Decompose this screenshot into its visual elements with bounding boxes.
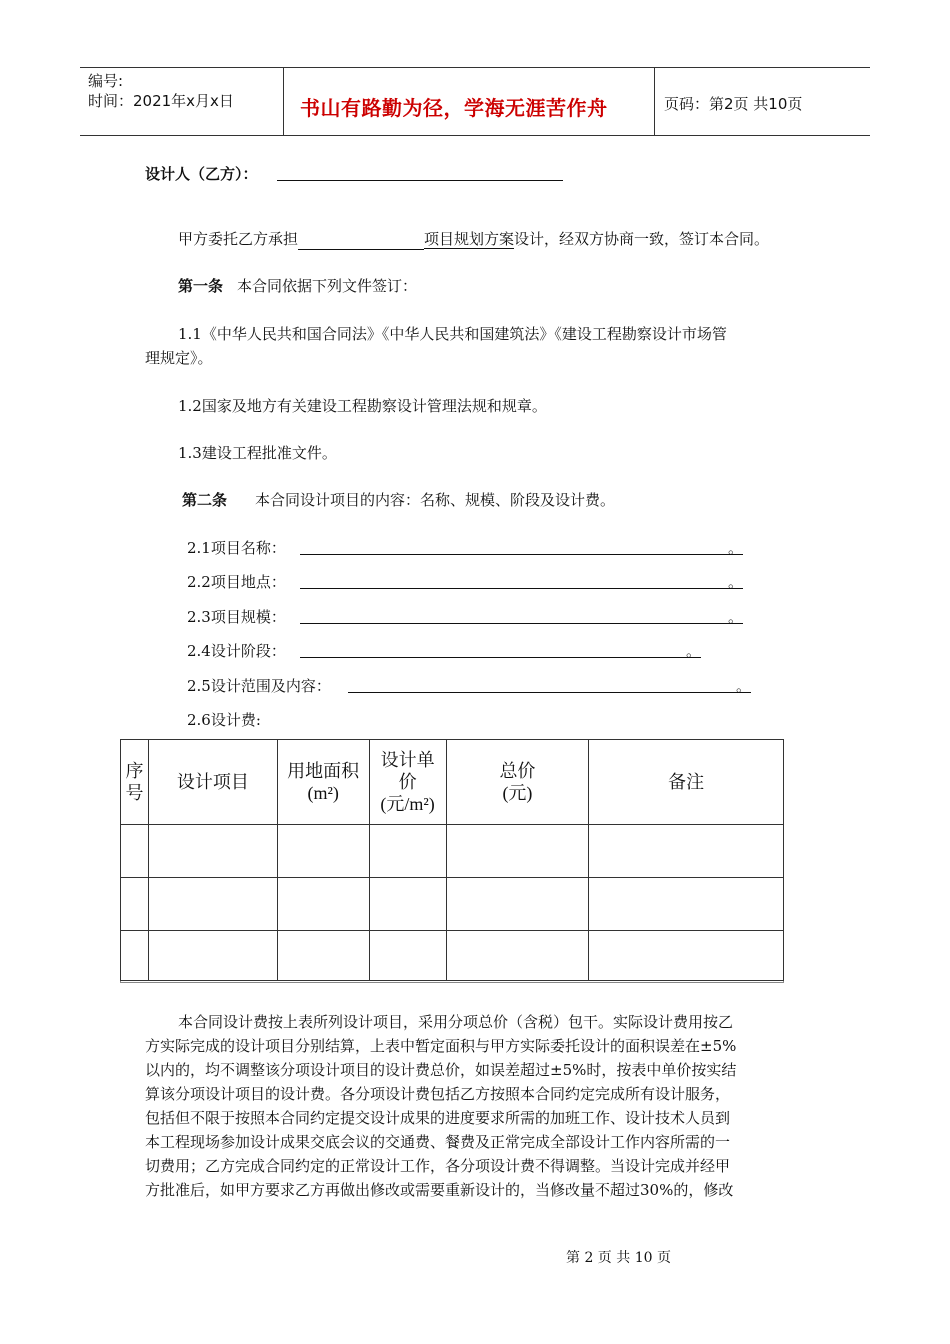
article1-item1-line2: 理规定》。 <box>145 349 213 367</box>
table-cell[interactable] <box>369 878 446 931</box>
designer-underline[interactable] <box>277 180 563 181</box>
header-total-price: 总价 (元) <box>446 740 589 825</box>
header-divider-right <box>654 67 655 136</box>
field-design-scope-label: 2.5设计范围及内容： <box>187 677 331 695</box>
table-cell[interactable] <box>369 931 446 981</box>
field-design-stage-input[interactable] <box>300 657 701 658</box>
header-top-rule <box>80 67 870 68</box>
header-unit-price: 设计单 价 (元/m²) <box>369 740 446 825</box>
table-row <box>121 931 784 981</box>
paragraph-line: 以内的，均不调整该分项设计项目的设计费总价，如误差超过±5%时，按表中单价按实结 <box>145 1061 737 1079</box>
field-project-name-input[interactable] <box>300 554 743 555</box>
design-fee-label: 2.6设计费: <box>187 711 261 729</box>
table-cell[interactable] <box>148 878 277 931</box>
table-row <box>121 878 784 931</box>
designer-label: 设计人（乙方）： <box>145 165 258 183</box>
article1-text: 本合同依据下列文件签订： <box>237 277 418 295</box>
table-cell[interactable] <box>589 931 784 981</box>
intro-blank[interactable] <box>298 233 424 250</box>
field-project-scale-end: 。 <box>728 608 744 626</box>
intro-suffix: 设计，经双方协商一致，签订本合同。 <box>514 230 770 248</box>
table-cell[interactable] <box>446 878 589 931</box>
field-project-scale-label: 2.3项目规模： <box>187 608 286 626</box>
table-row <box>121 825 784 878</box>
table-cell[interactable] <box>148 931 277 981</box>
serial-label: 编号: <box>88 72 124 90</box>
table-cell[interactable] <box>277 825 369 878</box>
article1-heading <box>178 276 417 296</box>
paragraph-line: 本工程现场参加设计成果交底会议的交通费、餐费及正常完成全部设计工作内容所需的一 <box>145 1133 731 1151</box>
field-project-location-end: 。 <box>728 573 744 591</box>
header-remark: 备注 <box>589 740 784 825</box>
header-bottom-rule <box>80 135 870 136</box>
table-cell[interactable] <box>121 931 149 981</box>
field-design-scope-end: 。 <box>736 677 752 695</box>
page-footer: 第 2 页 共 10 页 <box>566 1250 671 1266</box>
fee-terms-paragraph <box>145 1010 809 1202</box>
intro-prefix: 甲方委托乙方承担 <box>178 230 299 248</box>
article1-item1-line1: 1.1《中华人民共和国合同法》《中华人民共和国建筑法》《建设工程勘察设计市场管 <box>178 325 727 343</box>
table-cell[interactable] <box>277 931 369 981</box>
field-project-location-input[interactable] <box>300 588 743 589</box>
article2-title: 第二条 <box>182 491 228 509</box>
paragraph-line: 方批准后，如甲方要求乙方再做出修改或需要重新设计的，当修改量不超过30%的，修改 <box>145 1181 734 1199</box>
table-cell[interactable] <box>446 931 589 981</box>
field-design-stage-end: 。 <box>686 642 702 660</box>
intro-sentence <box>178 229 769 250</box>
paragraph-line: 本合同设计费按上表所列设计项目，采用分项总价（含税）包干。实际设计费用按乙 <box>178 1013 734 1031</box>
paragraph-line: 包括但不限于按照本合同约定提交设计成果的进度要求所需的加班工作、设计技术人员到 <box>145 1109 731 1127</box>
paragraph-line: 切费用；乙方完成合同约定的正常设计工作，各分项设计费不得调整。当设计完成并经甲 <box>145 1157 731 1175</box>
field-project-name-label: 2.1项目名称： <box>187 539 286 557</box>
header-seq: 序 号 <box>121 740 149 825</box>
table-cell[interactable] <box>446 825 589 878</box>
article1-item3: 1.3建设工程批准文件。 <box>178 444 337 462</box>
article1-item2: 1.2国家及地方有关建设工程勘察设计管理法规和规章。 <box>178 397 547 415</box>
table-cell[interactable] <box>277 878 369 931</box>
field-project-name-end: 。 <box>728 539 744 557</box>
page-code: 页码：第2页 共10页 <box>664 95 803 113</box>
table-cell[interactable] <box>589 825 784 878</box>
article2-text: 本合同设计项目的内容：名称、规模、阶段及设计费。 <box>255 491 616 509</box>
field-project-scale-input[interactable] <box>300 623 743 624</box>
fee-table <box>120 739 784 981</box>
field-design-stage-label: 2.4设计阶段： <box>187 642 286 660</box>
field-project-location-label: 2.2项目地点： <box>187 573 286 591</box>
paragraph-line: 算该分项设计项目的设计费。各分项设计费包括乙方按照本合同约定完成所有设计服务， <box>145 1085 731 1103</box>
table-cell[interactable] <box>148 825 277 878</box>
table-cell[interactable] <box>121 878 149 931</box>
motto: 书山有路勤为径，学海无涯苦作舟 <box>300 96 608 120</box>
header-divider-left <box>283 67 284 136</box>
table-cell[interactable] <box>369 825 446 878</box>
article2-heading <box>182 490 615 510</box>
header-land-area: 用地面积 (m²) <box>277 740 369 825</box>
header-design-item: 设计项目 <box>148 740 277 825</box>
fee-table-header-row <box>121 740 784 825</box>
intro-project: 项目规划方案 <box>424 230 515 248</box>
article1-title: 第一条 <box>178 277 224 295</box>
paragraph-line: 方实际完成的设计项目分别结算，上表中暂定面积与甲方实际委托设计的面积误差在±5% <box>145 1037 737 1055</box>
field-design-scope-input[interactable] <box>348 692 751 693</box>
time-label: 时间：2021年x月x日 <box>88 92 234 110</box>
table-cell[interactable] <box>121 825 149 878</box>
table-cell[interactable] <box>589 878 784 931</box>
